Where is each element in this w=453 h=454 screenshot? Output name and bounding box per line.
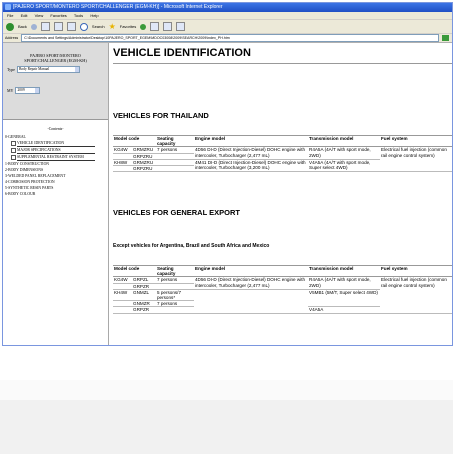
col-transmission: Transmission model xyxy=(308,266,380,277)
col-fuel: Fuel system xyxy=(380,266,452,277)
col-transmission: Transmission model xyxy=(308,136,380,147)
cell: 7 persons xyxy=(156,147,194,153)
table-header-row xyxy=(113,136,452,147)
menu-edit[interactable]: Edit xyxy=(20,13,28,18)
main-content xyxy=(109,43,452,345)
edit-icon[interactable] xyxy=(176,22,185,31)
address-bar xyxy=(3,34,452,43)
menu-bar xyxy=(3,12,452,20)
tree-item-vehicle-identification[interactable]: VEHICLE IDENTIFICATION xyxy=(5,140,106,147)
cell: GNMZL xyxy=(132,289,156,300)
cell xyxy=(156,166,194,172)
my-row xyxy=(7,87,104,94)
favorites-icon[interactable]: ★ xyxy=(108,21,116,31)
cell: GRPZRU xyxy=(132,166,156,172)
menu-view[interactable]: View xyxy=(34,13,44,18)
browser-window xyxy=(2,2,453,346)
cell: GRPZR xyxy=(132,283,156,289)
menu-tools[interactable]: Tools xyxy=(73,13,84,18)
cell: GRMZRU xyxy=(132,159,156,165)
cell: 7 persons xyxy=(156,301,194,307)
go-button[interactable] xyxy=(442,35,449,41)
cell: GRPZRU xyxy=(132,153,156,159)
ie-icon xyxy=(5,4,11,10)
history-icon[interactable] xyxy=(140,24,146,30)
address-input[interactable]: C:\Documents and Settings\Administrator\Desktop\10PAJERO_SPORT_EGEM\MDOC03008\2009\SEARCH\2009\index_PH.htm xyxy=(21,34,439,42)
cell xyxy=(113,166,132,172)
content-area xyxy=(3,43,452,345)
page-title: VEHICLE IDENTIFICATION xyxy=(113,47,251,59)
tree-item-major-specifications[interactable]: MAJOR SPECIFICATIONS xyxy=(5,147,106,154)
address-label: Address xyxy=(5,36,19,40)
cell: V5MB1 (5M/T, Super select 4WD) xyxy=(308,289,380,307)
expand-icon[interactable] xyxy=(11,155,16,160)
my-label: MY xyxy=(7,88,14,93)
tree-item-body-dimensions[interactable]: 2-BODY DIMENSIONS xyxy=(5,168,44,172)
contents-tree xyxy=(3,120,108,197)
cell: 4D56 DI-D (Direct Injection-Diesel) DOHC engine with intercooler, Turbocharger (2,477 mL) xyxy=(194,147,308,159)
col-seating: Seating capacity xyxy=(156,266,194,277)
search-icon[interactable] xyxy=(80,23,88,31)
col-model-code: Model code xyxy=(113,266,156,277)
cell xyxy=(113,307,132,313)
cell: GRPZL xyxy=(132,277,156,283)
cell: Electrical fuel injection (common rail engine control system) xyxy=(380,147,452,172)
toolbar xyxy=(3,20,452,34)
thailand-table xyxy=(113,135,452,172)
sidebar-title-line1: PAJERO SPORT/MONTERO xyxy=(30,53,81,58)
cell: KG4W xyxy=(113,277,132,283)
tree-item-body-colour[interactable]: 6-BODY COLOUR xyxy=(5,192,36,196)
table-header-row xyxy=(113,266,452,277)
tree-item-welded-panel[interactable]: 3-WELDED PANEL REPLACEMENT xyxy=(5,174,66,178)
sidebar-title-line2: SPORT/CHALLENGER (EGM-KH) xyxy=(24,58,87,63)
my-value: 2009 xyxy=(17,88,25,92)
cell: V4A5A (4A/T with sport mode, Super select 4WD) xyxy=(308,159,380,171)
cell: KH4W xyxy=(113,289,132,300)
menu-file[interactable]: File xyxy=(7,13,14,18)
col-model-code: Model code xyxy=(113,136,156,147)
expand-icon[interactable] xyxy=(11,148,16,153)
col-engine: Engine model xyxy=(194,266,308,277)
col-seating: Seating capacity xyxy=(156,136,194,147)
sidebar-header xyxy=(3,43,108,120)
mail-icon[interactable] xyxy=(150,22,159,31)
type-value: Body Repair Manual xyxy=(18,67,50,71)
tree-item-synthetic-resin[interactable]: 5-SYNTHETIC RESIN PARTS xyxy=(5,186,54,190)
cell: V4A5A xyxy=(308,307,380,313)
chevron-down-icon[interactable] xyxy=(35,88,39,93)
menu-favorites[interactable]: Favorites xyxy=(50,13,67,18)
type-row xyxy=(7,66,104,73)
cell: R4A5A (4A/T with sport mode, 2WD) xyxy=(308,277,380,289)
col-fuel: Fuel system xyxy=(380,136,452,147)
type-label: Type xyxy=(7,67,15,72)
refresh-icon[interactable] xyxy=(54,22,63,31)
tree-item-corrosion[interactable]: 4-CORROSION PROTECTION xyxy=(5,180,55,184)
chevron-down-icon[interactable] xyxy=(75,67,79,72)
cell: Electrical fuel injection (common rail engine control system) xyxy=(380,277,452,313)
table-row xyxy=(113,147,452,153)
col-engine: Engine model xyxy=(194,136,308,147)
menu-help[interactable]: Help xyxy=(90,13,99,18)
cell: KH8W xyxy=(113,159,132,165)
section-general-export-subtitle: Except vehicles for Argentina, Brazil and South Africa and Mexico xyxy=(113,243,270,249)
title-bar xyxy=(3,3,452,12)
cell: KG4W xyxy=(113,147,132,153)
expand-icon[interactable] xyxy=(11,141,16,146)
type-select[interactable] xyxy=(17,66,80,73)
back-icon[interactable] xyxy=(6,23,14,31)
favorites-label[interactable]: Favorites xyxy=(119,24,137,29)
cell: 5 persons/7 persons* xyxy=(156,289,194,300)
cell: 4M41 DI-D (Direct Injection-Diesel) DOHC engine with intercooler, Turbocharger (3,200 mL) xyxy=(194,159,308,171)
background-band xyxy=(0,400,453,454)
tree-item-general[interactable]: 0-GENERAL xyxy=(5,135,26,139)
sidebar-title xyxy=(7,53,104,63)
cell: GRMZRU xyxy=(132,147,156,153)
contents-header: -Contents- xyxy=(47,127,64,131)
forward-icon[interactable] xyxy=(31,24,37,30)
tree-item-srs[interactable]: SUPPLEMENTAL RESTRAINT SYSTEM xyxy=(5,154,106,161)
back-label[interactable]: Back xyxy=(18,24,27,29)
section-thailand-title: VEHICLES FOR THAILAND xyxy=(113,111,209,120)
print-icon[interactable] xyxy=(163,22,172,31)
cell: R4A5A (4A/T with sport mode, 2WD) xyxy=(308,147,380,159)
my-select[interactable] xyxy=(15,87,40,94)
cell: 4D56 DI-D (Direct Injection-Diesel) DOHC engine with intercooler, Turbocharger (2,477 mL) xyxy=(194,277,308,289)
cell: GRPZR xyxy=(132,307,156,313)
title-divider xyxy=(113,63,452,64)
sidebar xyxy=(3,43,109,345)
cell xyxy=(156,307,194,313)
cell xyxy=(194,289,308,313)
stop-icon[interactable] xyxy=(41,22,50,31)
home-icon[interactable] xyxy=(67,22,76,31)
window-title: [PAJERO SPORT/MONTERO SPORT/CHALLENGER (EGM-KH)] - Microsoft Internet Explorer xyxy=(13,4,223,10)
background-band xyxy=(0,380,453,400)
cell: 7 persons xyxy=(156,277,194,283)
general-export-table xyxy=(113,265,452,314)
tree-item-body-construction[interactable]: 1-BODY CONSTRUCTION xyxy=(5,162,50,166)
search-label[interactable]: Search xyxy=(91,24,105,29)
cell: GNMZR xyxy=(132,301,156,307)
section-general-export-title: VEHICLES FOR GENERAL EXPORT xyxy=(113,208,240,217)
table-row xyxy=(113,277,452,283)
